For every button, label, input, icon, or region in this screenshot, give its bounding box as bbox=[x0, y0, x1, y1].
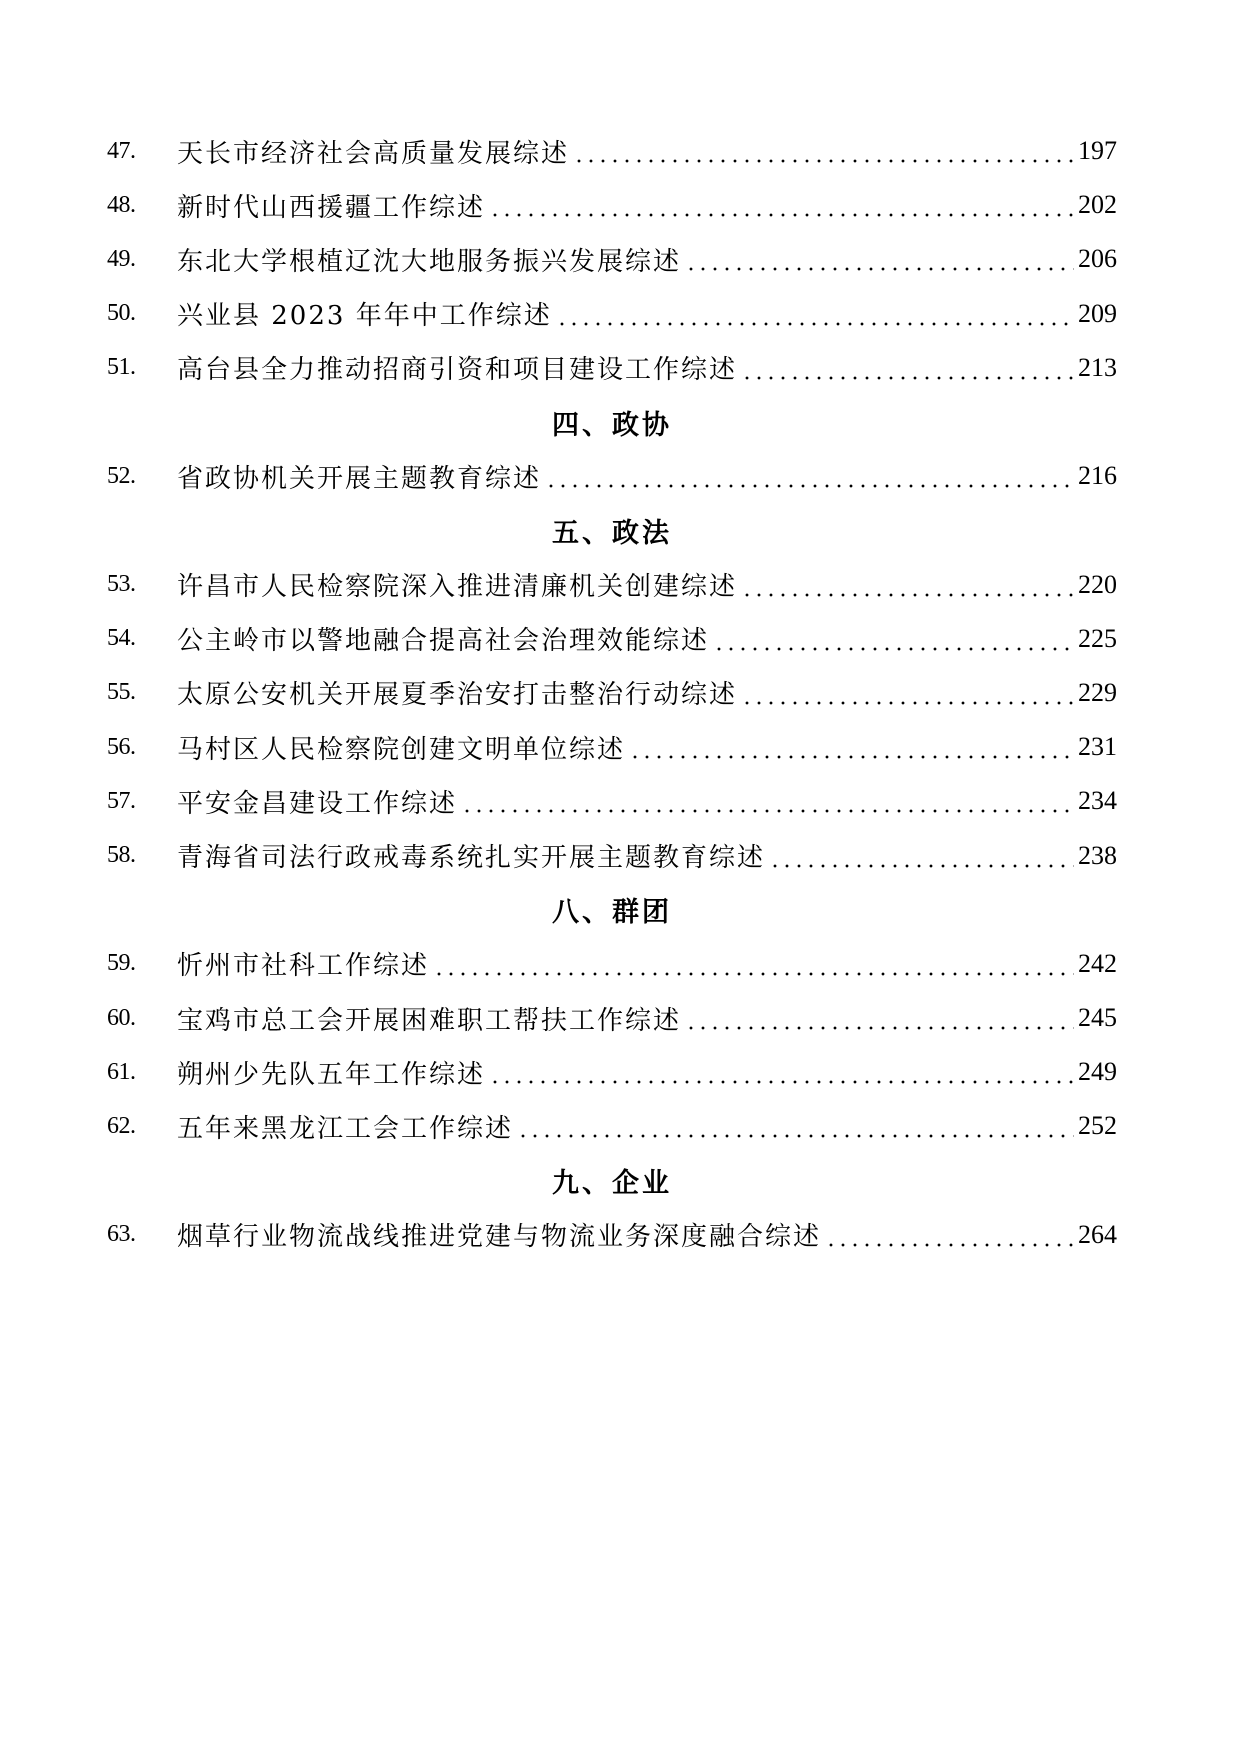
dot-leader bbox=[461, 789, 1074, 813]
entry-page-number: 220 bbox=[1078, 569, 1117, 599]
entry-number: 63. bbox=[107, 1221, 136, 1248]
entry-page-number: 216 bbox=[1078, 461, 1117, 491]
dot-leader bbox=[545, 464, 1074, 488]
entry-page-number: 231 bbox=[1078, 732, 1117, 762]
entry-title: 公主岭市以警地融合提高社会治理效能综述 bbox=[177, 626, 710, 657]
dot-leader bbox=[825, 1223, 1074, 1247]
entry-page-number: 197 bbox=[1078, 136, 1117, 166]
entry-page-number: 225 bbox=[1078, 623, 1117, 653]
entry-page-number: 238 bbox=[1078, 840, 1117, 870]
dot-leader bbox=[517, 1114, 1074, 1138]
section-heading: 九、企业 bbox=[552, 1168, 672, 1200]
entry-number: 55. bbox=[107, 679, 136, 706]
entry-page-number: 206 bbox=[1078, 244, 1117, 274]
dot-leader bbox=[489, 193, 1074, 217]
section-heading: 四、政协 bbox=[552, 409, 672, 441]
entry-title: 东北大学根植辽沈大地服务振兴发展综述 bbox=[177, 246, 682, 277]
dot-leader bbox=[685, 247, 1074, 271]
dot-leader bbox=[741, 681, 1074, 705]
dot-leader bbox=[713, 627, 1074, 651]
toc-entry[interactable] bbox=[107, 666, 1117, 720]
entry-number: 62. bbox=[107, 1112, 136, 1139]
entry-number: 60. bbox=[107, 1004, 136, 1031]
dot-leader bbox=[556, 302, 1074, 326]
entry-number: 58. bbox=[107, 842, 136, 869]
dot-leader bbox=[741, 356, 1074, 380]
section-heading: 八、群团 bbox=[552, 897, 672, 929]
entry-page-number: 249 bbox=[1078, 1057, 1117, 1087]
entry-page-number: 209 bbox=[1078, 298, 1117, 328]
dot-leader bbox=[769, 844, 1074, 868]
entry-title: 五年来黑龙江工会工作综述 bbox=[177, 1113, 514, 1144]
entry-title: 兴业县 2023 年年中工作综述 bbox=[177, 301, 552, 332]
toc-entry[interactable] bbox=[107, 1099, 1117, 1153]
entry-title: 宝鸡市总工会开展困难职工帮扶工作综述 bbox=[177, 1005, 682, 1036]
entry-number: 50. bbox=[107, 300, 136, 327]
entry-title: 太原公安机关开展夏季治安打击整治行动综述 bbox=[177, 680, 738, 711]
toc-entry[interactable] bbox=[107, 178, 1117, 232]
toc-entry[interactable] bbox=[107, 612, 1117, 666]
entry-title: 许昌市人民检察院深入推进清廉机关创建综述 bbox=[177, 572, 738, 603]
toc-entry[interactable] bbox=[107, 720, 1117, 774]
entry-number: 53. bbox=[107, 571, 136, 598]
entry-number: 52. bbox=[107, 462, 136, 489]
toc-entry[interactable] bbox=[107, 774, 1117, 828]
dot-leader bbox=[741, 573, 1074, 597]
dot-leader bbox=[489, 1060, 1074, 1084]
section-heading: 五、政法 bbox=[552, 517, 672, 549]
entry-page-number: 202 bbox=[1078, 190, 1117, 220]
entry-title: 省政协机关开展主题教育综述 bbox=[177, 463, 542, 494]
entry-page-number: 234 bbox=[1078, 786, 1117, 816]
entry-number: 54. bbox=[107, 625, 136, 652]
toc-entry[interactable] bbox=[107, 937, 1117, 991]
entry-title: 忻州市社科工作综述 bbox=[177, 951, 430, 982]
entry-number: 57. bbox=[107, 787, 136, 814]
entry-page-number: 229 bbox=[1078, 677, 1117, 707]
entry-title: 高台县全力推动招商引资和项目建设工作综述 bbox=[177, 355, 738, 386]
entry-page-number: 252 bbox=[1078, 1111, 1117, 1141]
toc-entry[interactable] bbox=[107, 1208, 1117, 1262]
entry-title: 马村区人民检察院创建文明单位综述 bbox=[177, 734, 626, 765]
entry-title: 朔州少先队五年工作综述 bbox=[177, 1059, 486, 1090]
entry-number: 48. bbox=[107, 191, 136, 218]
dot-leader bbox=[629, 735, 1074, 759]
toc-entry[interactable] bbox=[107, 341, 1117, 395]
toc-entry[interactable] bbox=[107, 449, 1117, 503]
entry-number: 49. bbox=[107, 245, 136, 272]
entry-title: 烟草行业物流战线推进党建与物流业务深度融合综述 bbox=[177, 1222, 822, 1253]
toc-entry[interactable] bbox=[107, 828, 1117, 882]
dot-leader bbox=[433, 952, 1074, 976]
toc-entry[interactable] bbox=[107, 287, 1117, 341]
toc-entry[interactable] bbox=[107, 232, 1117, 286]
dot-leader bbox=[685, 1006, 1074, 1030]
toc-entry[interactable] bbox=[107, 1045, 1117, 1099]
entry-number: 51. bbox=[107, 354, 136, 381]
entry-page-number: 264 bbox=[1078, 1219, 1117, 1249]
entry-title: 天长市经济社会高质量发展综述 bbox=[177, 138, 570, 169]
entry-number: 61. bbox=[107, 1058, 136, 1085]
entry-number: 47. bbox=[107, 137, 136, 164]
entry-page-number: 213 bbox=[1078, 352, 1117, 382]
toc-entry[interactable] bbox=[107, 124, 1117, 178]
dot-leader bbox=[573, 139, 1074, 163]
entry-title: 新时代山西援疆工作综述 bbox=[177, 192, 486, 223]
entry-number: 59. bbox=[107, 950, 136, 977]
entry-page-number: 245 bbox=[1078, 1003, 1117, 1033]
entry-title: 青海省司法行政戒毒系统扎实开展主题教育综述 bbox=[177, 843, 766, 874]
table-of-contents bbox=[107, 124, 1117, 1262]
toc-entry[interactable] bbox=[107, 991, 1117, 1045]
entry-title: 平安金昌建设工作综述 bbox=[177, 788, 458, 819]
entry-page-number: 242 bbox=[1078, 948, 1117, 978]
entry-number: 56. bbox=[107, 733, 136, 760]
toc-entry[interactable] bbox=[107, 558, 1117, 612]
